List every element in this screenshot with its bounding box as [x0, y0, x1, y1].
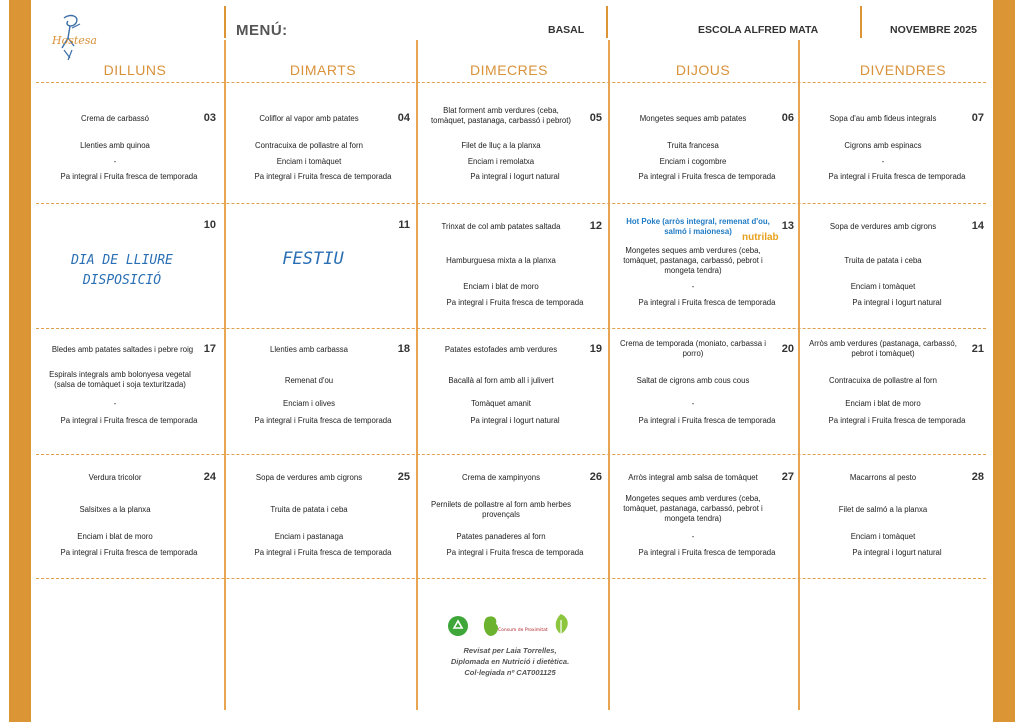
month-label: NOVEMBRE 2025: [890, 24, 977, 36]
dish-first: Coliflor al vapor amb patates: [259, 114, 359, 123]
nutrilab-badge: [742, 232, 779, 243]
dish-side: -: [691, 532, 695, 541]
dish-dessert: Pa integral i Fruita fresca de temporada: [60, 416, 198, 425]
hostesa-logo: [50, 14, 97, 62]
dish-first: Crema de xampinyons: [461, 473, 540, 482]
day-number: 21: [971, 343, 984, 355]
dish-side: Enciam i cogombre: [659, 157, 727, 166]
dish-side: Enciam i blat de moro: [77, 532, 153, 541]
day-number: 24: [203, 471, 216, 483]
dish-dessert: Pa integral i Iogurt natural: [852, 298, 942, 307]
left-orange-bar: [9, 0, 31, 722]
day-number: 11: [398, 219, 410, 231]
recycle-icon: [447, 615, 469, 637]
dish-dessert: Pa integral i Fruita fresca de temporada: [254, 548, 392, 557]
day-number: 17: [203, 343, 216, 355]
dish-dessert: Pa integral i Iogurt natural: [470, 416, 560, 425]
dish-first: Patates estofades amb verdures: [444, 345, 558, 354]
dish-side: Tomàquet amanit: [471, 399, 531, 408]
dish-side: Enciam i tomàquet: [850, 532, 916, 541]
dish-second: Saltat de cigrons amb cous cous: [636, 376, 750, 385]
day-cell: [612, 456, 802, 584]
dish-first: Verdura tricolor: [88, 473, 142, 482]
dish-side: Enciam i pastanaga: [274, 532, 344, 541]
day-number: 06: [781, 112, 794, 124]
dish-first: Crema de carbassó: [80, 114, 150, 123]
dish-first: Sopa de verdures amb cigrons: [255, 473, 363, 482]
day-number: 10: [203, 219, 216, 231]
dish-dessert: Pa integral i Fruita fresca de temporada: [638, 172, 776, 181]
dish-side: Patates panaderes al forn: [456, 532, 546, 541]
dish-dessert: Pa integral i Fruita fresca de temporada: [60, 548, 198, 557]
dish-dessert: Pa integral i Fruita fresca de temporada: [638, 548, 776, 557]
school-name: ESCOLA ALFRED MATA: [698, 24, 819, 36]
dish-first: Llenties amb carbassa: [269, 345, 348, 354]
dish-first: Mongetes seques amb patates: [639, 114, 747, 123]
dish-first: Macarrons al pesto: [849, 473, 917, 482]
dish-side: Enciam i remolatxa: [467, 157, 535, 166]
dish-second: Bacallà al forn amb all i julivert: [448, 376, 554, 385]
dish-first: Arròs amb verdures (pastanaga, carbassó, pebrot i tomàquet): [809, 339, 957, 358]
day-number: 19: [589, 343, 602, 355]
day-cell: [420, 330, 610, 458]
dish-first: Trinxat de col amb patates saltada: [441, 222, 561, 231]
nutrilab-badge-text: nutrilab: [742, 232, 779, 243]
day-cell: [420, 84, 610, 212]
hostesa-logo-icon: [50, 14, 97, 62]
dish-side: -: [881, 157, 885, 166]
day-header-fri: DIVENDRES: [859, 62, 947, 78]
day-cell: [34, 330, 224, 458]
holiday-label: FESTIU: [282, 249, 344, 269]
day-header-tue: DIMARTS: [289, 62, 357, 78]
dish-first: Bledes amb patates saltades i pebre roig: [51, 345, 194, 354]
day-cell: [34, 205, 224, 333]
header-separator: [606, 6, 608, 38]
dish-side: Enciam i tomàquet: [850, 282, 916, 291]
day-number: 27: [781, 471, 794, 483]
dish-dessert: Pa integral i Fruita fresca de temporada: [254, 172, 392, 181]
dish-second: Hamburguesa mixta a la planxa: [446, 256, 556, 265]
day-cell: [612, 330, 802, 458]
day-header-wed: DIMECRES: [470, 62, 548, 78]
day-cell: [228, 84, 418, 212]
day-number: 13: [781, 220, 794, 232]
header-separator: [224, 6, 226, 38]
dish-second: Espirals integrals amb bolonyesa vegetal (salsa de tomàquet i soja texturitzada): [49, 370, 191, 389]
dish-dessert: Pa integral i Fruita fresca de temporada: [446, 298, 584, 307]
dish-first: Arròs integral amb salsa de tomàquet: [628, 473, 758, 482]
dish-first: Sopa d'au amb fideus integrals: [829, 114, 937, 123]
dish-second: Mongetes seques amb verdures (ceba, tomàquet, pastanaga, carbassó, pebrot i mongeta tendra): [623, 246, 763, 275]
day-number: 20: [781, 343, 794, 355]
day-number: 07: [971, 112, 984, 124]
header-separator: [860, 6, 862, 38]
signature-line-1: Revisat per Laia Torrelles,: [463, 646, 557, 655]
dish-dessert: Pa integral i Fruita fresca de temporada: [254, 416, 392, 425]
day-cell: [612, 205, 802, 333]
dish-second: Truita francesa: [667, 141, 719, 150]
dish-dessert: Pa integral i Iogurt natural: [470, 172, 560, 181]
right-orange-bar: [993, 0, 1015, 722]
nutritionist-signature: [430, 645, 590, 678]
dish-second: Truita de patata i ceba: [844, 256, 922, 265]
dish-first: Crema de temporada (moniato, carbassa i porro): [619, 339, 767, 358]
day-number: 03: [203, 112, 216, 124]
dish-first: Blat forment amb verdures (ceba, tomàquet, pastanaga, carbassó i pebrot): [431, 106, 571, 125]
dish-side: Enciam i blat de moro: [463, 282, 539, 291]
svg-text:Consum de Proximitat: Consum de Proximitat: [498, 628, 548, 633]
dish-dessert: Pa integral i Fruita fresca de temporada: [638, 298, 776, 307]
dish-second: Remenat d'ou: [284, 376, 334, 385]
day-cell: [34, 456, 224, 584]
column-divider: [224, 40, 226, 710]
day-cell: [612, 84, 802, 212]
dish-dessert: Pa integral i Fruita fresca de temporada: [638, 416, 776, 425]
dish-second: Contracuixa de pollastre al forn: [255, 141, 363, 150]
day-number: 14: [971, 220, 984, 232]
dish-side: -: [113, 399, 117, 408]
dish-second: Truita de patata i ceba: [270, 505, 348, 514]
day-number: 05: [589, 112, 602, 124]
dish-second: Mongetes seques amb verdures (ceba, tomàquet, pastanaga, carbassó, pebrot i mongeta tendra): [623, 494, 763, 523]
dish-dessert: Pa integral i Iogurt natural: [852, 548, 942, 557]
day-cell: [34, 84, 224, 212]
dish-second: Filet de salmó a la planxa: [838, 505, 928, 514]
day-number: 18: [397, 343, 410, 355]
dish-side: Enciam i olives: [283, 399, 335, 408]
dish-second: Filet de lluç a la planxa: [461, 141, 541, 150]
dish-dessert: Pa integral i Fruita fresca de temporada: [828, 416, 966, 425]
menu-label: MENÚ:: [236, 22, 288, 39]
signature-line-3: Col·legiada nº CAT001125: [464, 668, 556, 677]
dish-dessert: Pa integral i Fruita fresca de temporada: [828, 172, 966, 181]
day-cell: [802, 205, 992, 333]
svg-text:Hostesa: Hostesa: [52, 34, 97, 47]
dish-second: Llenties amb quinoa: [80, 141, 150, 150]
dish-featured: Hot Poke (arròs integral, remenat d'ou, salmó i maionesa): [626, 217, 770, 236]
dish-second: Salsitxes a la planxa: [79, 505, 151, 514]
day-number: 25: [397, 471, 410, 483]
local-consumption-badge: [482, 614, 548, 640]
day-number: 26: [589, 471, 602, 483]
dish-second: Pernilets de pollastre al forn amb herbes provençals: [431, 500, 571, 519]
row-divider: [36, 82, 986, 83]
day-cell: [228, 330, 418, 458]
dish-second: Cigrons amb espinacs: [844, 141, 922, 150]
dish-side: -: [691, 282, 695, 291]
day-cell: [228, 205, 418, 333]
eco-leaf-icon: [548, 612, 574, 638]
day-cell: [420, 456, 610, 584]
dish-first: Sopa de verdures amb cigrons: [829, 222, 937, 231]
dish-side: Enciam i tomàquet: [276, 157, 342, 166]
day-number: 28: [971, 471, 984, 483]
day-header-thu: DIJOUS: [675, 62, 731, 78]
menu-type: BASAL: [548, 24, 585, 36]
dish-side: -: [113, 157, 117, 166]
dish-dessert: Pa integral i Fruita fresca de temporada: [60, 172, 198, 181]
day-cell: [802, 456, 992, 584]
day-cell: [420, 205, 610, 333]
day-number: 12: [589, 220, 602, 232]
dish-dessert: Pa integral i Fruita fresca de temporada: [446, 548, 584, 557]
dish-side: Enciam i blat de moro: [845, 399, 921, 408]
day-cell: [802, 330, 992, 458]
special-day-label: DIA DE LLIURE DISPOSICIÓ: [71, 253, 173, 288]
day-cell: [228, 456, 418, 584]
dish-second: Contracuixa de pollastre al forn: [829, 376, 937, 385]
day-cell: [802, 84, 992, 212]
dish-side: -: [691, 399, 695, 408]
day-number: 04: [397, 112, 410, 124]
signature-line-2: Diplomada en Nutrició i dietètica.: [450, 657, 570, 666]
day-header-mon: DILLUNS: [103, 62, 167, 78]
